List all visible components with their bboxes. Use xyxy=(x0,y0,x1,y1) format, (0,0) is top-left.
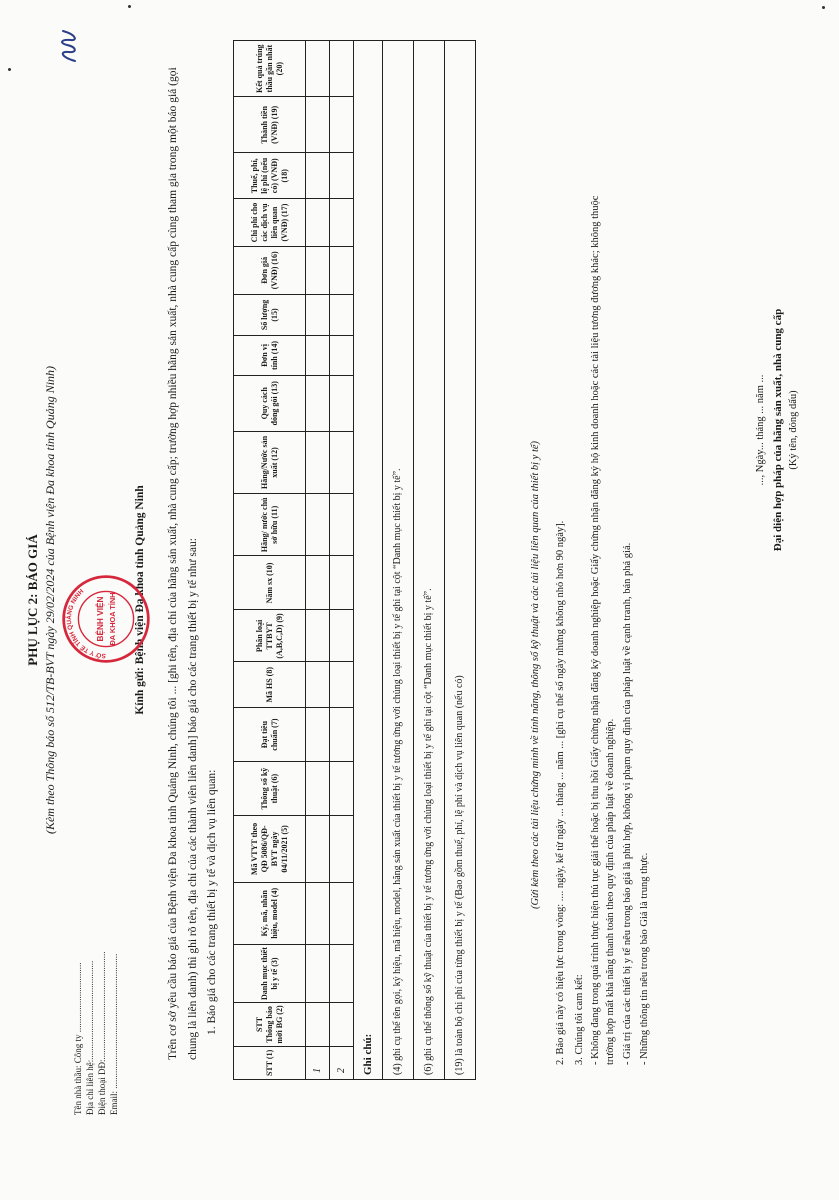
col-header: Mã HS (8) xyxy=(234,662,306,708)
document-subtitle: (Kèm theo Thông báo số 512/TB-BVT ngày 29/02/2024 của Bệnh viện Đa khoa tỉnh Quảng Ninh) xyxy=(43,365,57,835)
table-cell xyxy=(306,294,330,336)
col-header: Phân loại TTBYT (A,B,C,D) (9) xyxy=(234,610,306,662)
row-number: 2 xyxy=(330,1046,354,1079)
col-header: Mã VTYT theo QĐ 5086/QĐ-BYT ngày 04/11/2021 (5) xyxy=(234,816,306,883)
table-cell xyxy=(306,610,330,662)
sender-contractor: Tên nhà thầu: Công ty ............................... xyxy=(73,962,83,1115)
row-number: 1 xyxy=(306,1046,330,1079)
table-cell xyxy=(330,41,354,97)
col-header: Quy cách đóng gói (13) xyxy=(234,375,306,431)
table-cell xyxy=(306,41,330,97)
table-cell xyxy=(306,708,330,762)
stamp-line-1: BỆNH VIỆN xyxy=(96,596,106,642)
table-cell xyxy=(306,494,330,556)
table-cell xyxy=(330,662,354,708)
table-row xyxy=(306,41,330,1080)
col-header: STT Thông báo mời BG (2) xyxy=(234,1003,306,1047)
table-cell xyxy=(330,153,354,199)
col-header: Đơn vị tính (14) xyxy=(234,336,306,375)
sender-address: Địa chỉ liên hệ:............................................ xyxy=(85,960,95,1115)
col-header: Hãng/Nước sản xuất (12) xyxy=(234,431,306,493)
scan-speck xyxy=(822,6,825,9)
table-cell xyxy=(330,246,354,294)
table-cell xyxy=(330,708,354,762)
note-row xyxy=(383,41,414,1080)
table-cell xyxy=(330,375,354,431)
table-cell xyxy=(306,944,330,1002)
stamp-outer-ring xyxy=(64,577,149,662)
table-cell xyxy=(306,431,330,493)
table-cell xyxy=(330,1003,354,1047)
col-header: Hãng/ nước chủ sở hữu (11) xyxy=(234,494,306,556)
table-cell xyxy=(330,494,354,556)
table-cell xyxy=(306,97,330,153)
table-cell xyxy=(330,97,354,153)
table-cell xyxy=(330,944,354,1002)
attachment-note: (Gửi kèm theo các tài liệu chứng minh về tính năng, thông số kỹ thuật và các tài liệu liên quan của thiết bị y tế) xyxy=(530,440,541,910)
table-cell xyxy=(306,762,330,816)
table-cell xyxy=(330,431,354,493)
table-cell xyxy=(306,246,330,294)
section-2-validity: 2. Báo giá này có hiệu lực trong vòng: .... ngày, kể từ ngày ... tháng ... năm ... [ghi cụ thể số ngày nhưng không nhỏ hơn 90 ngày]. xyxy=(555,520,566,1065)
col-header: Thông số kỹ thuật (6) xyxy=(234,762,306,816)
notes-label: Ghi chú: xyxy=(354,41,383,1080)
note-text: (6) ghi cụ thể thông số kỹ thuật của thiết bị y tế tương ứng với chủng loại thiết bị y tế ghi tại cột “Danh mục thiết bị y tế”. xyxy=(414,41,445,1080)
table-cell xyxy=(306,375,330,431)
col-header: STT (1) xyxy=(234,1046,306,1079)
col-header: Số lượng (15) xyxy=(234,294,306,336)
section-3-heading: 3. Chúng tôi cam kết: xyxy=(574,974,585,1065)
hospital-stamp xyxy=(60,573,152,665)
handwritten-mark xyxy=(55,25,83,65)
signature-note: (Ký tên, đóng dấu) xyxy=(788,390,799,470)
note-row xyxy=(445,41,476,1080)
stamp-ring-text: SỞ Y TẾ TỈNH QUẢNG NINH xyxy=(65,588,107,660)
col-header: Đạt tiêu chuẩn (7) xyxy=(234,708,306,762)
quote-table xyxy=(233,40,476,1080)
section-1-heading: 1. Báo giá cho các trang thiết bị y tế và dịch vụ liên quan: xyxy=(206,769,218,1035)
signature-date: ..., Ngày... tháng ... năm ... xyxy=(755,374,766,486)
table-cell xyxy=(306,662,330,708)
table-cell xyxy=(306,816,330,883)
table-cell xyxy=(306,153,330,199)
signature-title: Đại diện hợp pháp của hãng sản xuất, nhà cung cấp xyxy=(772,308,784,552)
col-header: Danh mục thiết bị y tế (3) xyxy=(234,944,306,1002)
sender-email: Email: ............................................................ xyxy=(109,953,119,1115)
table-cell xyxy=(306,199,330,247)
scan-speck xyxy=(8,68,11,71)
col-header: Đơn giá (VNĐ) (16) xyxy=(234,246,306,294)
table-cell xyxy=(330,294,354,336)
sender-phone: Điện thoại DĐ:................................................ xyxy=(97,951,107,1115)
scan-speck xyxy=(128,5,131,8)
table-cell xyxy=(306,556,330,610)
table-cell xyxy=(330,762,354,816)
col-header: Kết quả trúng thầu gần nhất (20) xyxy=(234,41,306,97)
col-header: Ký, mã, nhãn hiệu, model (4) xyxy=(234,882,306,944)
table-cell xyxy=(330,556,354,610)
note-text: (19) là toàn bộ chi phí của từng thiết bị y tế (Bao gồm thuế, phí, lệ phí và dịch vụ liên quan (nếu có) xyxy=(445,41,476,1080)
commitment-3: - Những thông tin nêu trong báo Giá là trung thực. xyxy=(639,852,650,1065)
table-cell xyxy=(330,816,354,883)
recipient-line: Kính gửi: Bệnh viện Đa khoa tỉnh Quảng Ninh xyxy=(134,485,146,715)
table-row xyxy=(330,41,354,1080)
col-header: Thuế, phí, lệ phí (nếu có) (VNĐ) (18) xyxy=(234,153,306,199)
table-cell xyxy=(330,199,354,247)
stamp-line-2: ĐA KHOA TỈNH xyxy=(108,592,118,646)
table-cell xyxy=(330,882,354,944)
table-cell xyxy=(306,336,330,375)
note-text: (4) ghi cụ thể tên gọi, ký hiệu, mã hiệu, model, hãng sản xuất của thiết bị y tế tương ứng với chủng loại thiết bị y tế ghi tại cột “Danh mục thiết bị y tế”. xyxy=(383,41,414,1080)
commitment-2: - Giá trị của các thiết bị y tế nêu trong báo giá là phù hợp, không vi phạm quy định của pháp luật về cạnh tranh, bán phá giá. xyxy=(622,542,633,1065)
table-cell xyxy=(330,610,354,662)
commitment-1: - Không đang trong quá trình thực hiện thủ tục giải thể hoặc bị thu hồi Giấy chứng nhận đăng ký doanh nghiệp hoặc Giấy chứng nhận đăng ký hộ kinh doanh hoặc các tài liệu tương đương khác; không thuộc xyxy=(590,195,601,1065)
note-row xyxy=(414,41,445,1080)
col-header: Năm sx (10) xyxy=(234,556,306,610)
table-cell xyxy=(306,1003,330,1047)
commitment-1-cont: trường hợp mất khả năng thanh toán theo quy định của pháp luật về doanh nghiệp. xyxy=(605,718,616,1065)
table-cell xyxy=(306,882,330,944)
intro-paragraph: Trên cơ sở yêu cầu báo giá của Bệnh viện Đa khoa tỉnh Quảng Ninh, chúng tôi ... [ghi tên, địa chỉ của hãng sản xuất, nhà cung cấp; trường hợp nhiều hãng sản xuất, nhà cung cấp cùng tham gia trong một báo giá (gọi chung là liên danh) thì ghi rõ tên, địa chỉ của các thành viên liên danh] báo giá cho các trang thiết bị y tế như sau: xyxy=(167,67,199,1060)
table-header-row xyxy=(234,41,306,1080)
col-header: Thành tiền (VNĐ) (19) xyxy=(234,97,306,153)
notes-header-row xyxy=(354,41,383,1080)
document-title: PHỤ LỤC 2: BÁO GIÁ xyxy=(25,534,40,666)
table-cell xyxy=(330,336,354,375)
stamp-inner-ring xyxy=(78,591,133,646)
col-header: Chi phí cho các dịch vụ liên quan (VNĐ) (17) xyxy=(234,199,306,247)
